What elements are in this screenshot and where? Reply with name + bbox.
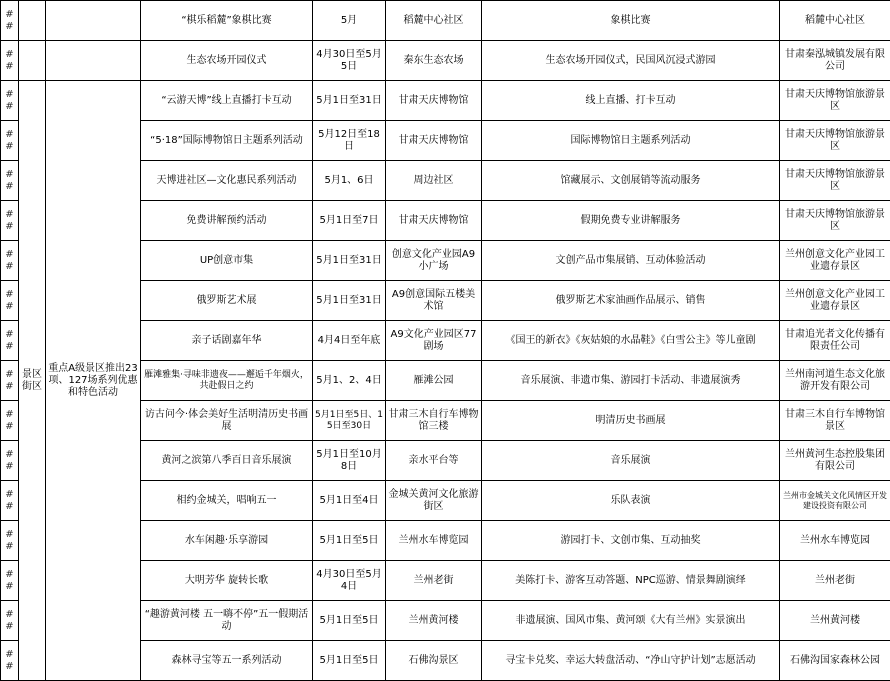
activity-org: 甘肃天庆博物馆旅游景区 [780, 81, 890, 121]
row-marker: ## [1, 121, 19, 161]
row-marker: ## [1, 81, 19, 121]
activity-time: 4月4日至年底 [313, 321, 386, 361]
activity-content: 音乐展演 [482, 441, 780, 481]
activity-time: 5月1、6日 [313, 161, 386, 201]
activity-org: 甘肃三木自行车博物馆景区 [780, 401, 890, 441]
activity-place: 周边社区 [386, 161, 482, 201]
row-marker: ## [1, 201, 19, 241]
activity-org: 兰州南河道生态文化旅游开发有限公司 [780, 361, 890, 401]
activity-name: 水车闲趣·乐享游园 [141, 521, 313, 561]
activity-time: 5月12日至18日 [313, 121, 386, 161]
activity-time: 5月1日至31日 [313, 241, 386, 281]
activity-content: 生态农场开园仪式，民国风沉浸式游园 [482, 41, 780, 81]
row-marker: ## [1, 481, 19, 521]
activity-place: 甘肃天庆博物馆 [386, 81, 482, 121]
row-marker: ## [1, 41, 19, 81]
activity-name: 天博进社区—文化惠民系列活动 [141, 161, 313, 201]
row-marker: ## [1, 601, 19, 641]
row-marker: ## [1, 641, 19, 681]
activity-time: 4月30日至5月5日 [313, 41, 386, 81]
row-marker: ## [1, 401, 19, 441]
activity-time: 5月1日至4日 [313, 481, 386, 521]
activity-content: 俄罗斯艺术家油画作品展示、销售 [482, 281, 780, 321]
activity-org: 兰州水车博览园 [780, 521, 890, 561]
zone-cell: 景区街区 [19, 81, 46, 681]
activity-time: 5月1日至5日 [313, 601, 386, 641]
activity-name: 生态农场开园仪式 [141, 41, 313, 81]
activity-place: 甘肃三木自行车博物馆三楼 [386, 401, 482, 441]
activity-org: 兰州黄河楼 [780, 601, 890, 641]
activity-place: 创意文化产业园A9小广场 [386, 241, 482, 281]
zone-cell [19, 41, 46, 81]
row-marker: ## [1, 441, 19, 481]
activity-content: 《国王的新衣》《灰姑娘的水晶鞋》《白雪公主》等儿童剧 [482, 321, 780, 361]
activity-time: 5月1日至5日 [313, 641, 386, 681]
activity-name: 相约金城关，唱响五一 [141, 481, 313, 521]
activity-time: 5月1日至5日 [313, 521, 386, 561]
activity-time: 4月30日至5月4日 [313, 561, 386, 601]
category-cell: 重点A级景区推出23项、127场系列优惠和特色活动 [46, 81, 141, 681]
activity-content: 寻宝卡兑奖、幸运大转盘活动、“净山守护计划”志愿活动 [482, 641, 780, 681]
activity-place: 秦东生态农场 [386, 41, 482, 81]
activity-org: 兰州老街 [780, 561, 890, 601]
row-marker: ## [1, 321, 19, 361]
activity-content: 游园打卡、文创市集、互动抽奖 [482, 521, 780, 561]
activity-org: 石佛沟国家森林公园 [780, 641, 890, 681]
table-row [1, 41, 890, 81]
activity-place: 石佛沟景区 [386, 641, 482, 681]
activity-content: 美陈打卡、游客互动答题、NPC巡游、情景舞剧演绎 [482, 561, 780, 601]
activity-content: 国际博物馆日主题系列活动 [482, 121, 780, 161]
table-row [1, 81, 890, 121]
activity-time: 5月1、2、4日 [313, 361, 386, 401]
activity-org: 甘肃天庆博物馆旅游景区 [780, 121, 890, 161]
activity-org: 甘肃秦泓城镇发展有限公司 [780, 41, 890, 81]
activity-place: 甘肃天庆博物馆 [386, 201, 482, 241]
activity-content: 假期免费专业讲解服务 [482, 201, 780, 241]
activity-content: 象棋比赛 [482, 1, 780, 41]
activity-name: 亲子话剧嘉年华 [141, 321, 313, 361]
category-cell [46, 1, 141, 41]
row-marker: ## [1, 241, 19, 281]
activity-name: “趣游黄河楼 五一嗨不停”五一假期活动 [141, 601, 313, 641]
activity-place: A9创意国际五楼美术馆 [386, 281, 482, 321]
activity-place: 亲水平台等 [386, 441, 482, 481]
activity-name: 森林寻宝等五一系列活动 [141, 641, 313, 681]
activity-time: 5月1日至10月8日 [313, 441, 386, 481]
activity-content: 线上直播、打卡互动 [482, 81, 780, 121]
activity-name: 大明芳华 旋转长歌 [141, 561, 313, 601]
activity-name: 雁滩雅集·寻味非遗夜——邂逅千年烟火，共赴假日之约 [141, 361, 313, 401]
activity-place: 金城关黄河文化旅游街区 [386, 481, 482, 521]
activity-name: 俄罗斯艺术展 [141, 281, 313, 321]
activity-name: “棋乐稻麓”象棋比赛 [141, 1, 313, 41]
activity-name: 黄河之滨第八季百日音乐展演 [141, 441, 313, 481]
activity-content: 馆藏展示、文创展销等流动服务 [482, 161, 780, 201]
activity-time: 5月1日至31日 [313, 81, 386, 121]
activity-time: 5月1日至31日 [313, 281, 386, 321]
activity-time: 5月 [313, 1, 386, 41]
activity-time: 5月1日至7日 [313, 201, 386, 241]
row-marker: ## [1, 281, 19, 321]
activity-name: 免费讲解预约活动 [141, 201, 313, 241]
row-marker: ## [1, 161, 19, 201]
activity-name: “5·18”国际博物馆日主题系列活动 [141, 121, 313, 161]
activity-name: “云游天博”线上直播打卡互动 [141, 81, 313, 121]
activity-place: 甘肃天庆博物馆 [386, 121, 482, 161]
activity-org: 兰州创意文化产业园工业遗存景区 [780, 241, 890, 281]
activity-place: 雁滩公园 [386, 361, 482, 401]
row-marker: ## [1, 361, 19, 401]
activity-org: 甘肃天庆博物馆旅游景区 [780, 201, 890, 241]
activity-place: 兰州黄河楼 [386, 601, 482, 641]
row-marker: ## [1, 521, 19, 561]
activity-content: 乐队表演 [482, 481, 780, 521]
activity-name: UP创意市集 [141, 241, 313, 281]
activity-time: 5月1日至5日、15日至30日 [313, 401, 386, 441]
table-row [1, 1, 890, 41]
activity-org: 甘肃天庆博物馆旅游景区 [780, 161, 890, 201]
activity-org: 兰州黄河生态控股集团有限公司 [780, 441, 890, 481]
category-cell [46, 41, 141, 81]
activity-org: 甘肃追光者文化传播有限责任公司 [780, 321, 890, 361]
activity-content: 文创产品市集展销、互动体验活动 [482, 241, 780, 281]
row-marker: ## [1, 561, 19, 601]
activity-place: 兰州老街 [386, 561, 482, 601]
activity-content: 音乐展演、非遗市集、游园打卡活动、非遗展演秀 [482, 361, 780, 401]
activity-content: 非遗展演、国风市集、黄河颂《大有兰州》实景演出 [482, 601, 780, 641]
zone-cell [19, 1, 46, 41]
activity-place: 稻麓中心社区 [386, 1, 482, 41]
activity-org: 兰州创意文化产业园工业遗存景区 [780, 281, 890, 321]
activity-org: 兰州市金城关文化风情区开发建设投资有限公司 [780, 481, 890, 521]
activity-org: 稻麓中心社区 [780, 1, 890, 41]
activity-name: 访古问今·体会美好生活明清历史书画展 [141, 401, 313, 441]
activity-content: 明清历史书画展 [482, 401, 780, 441]
activity-place: 兰州水车博览园 [386, 521, 482, 561]
row-marker: ## [1, 1, 19, 41]
activity-place: A9文化产业园区77剧场 [386, 321, 482, 361]
